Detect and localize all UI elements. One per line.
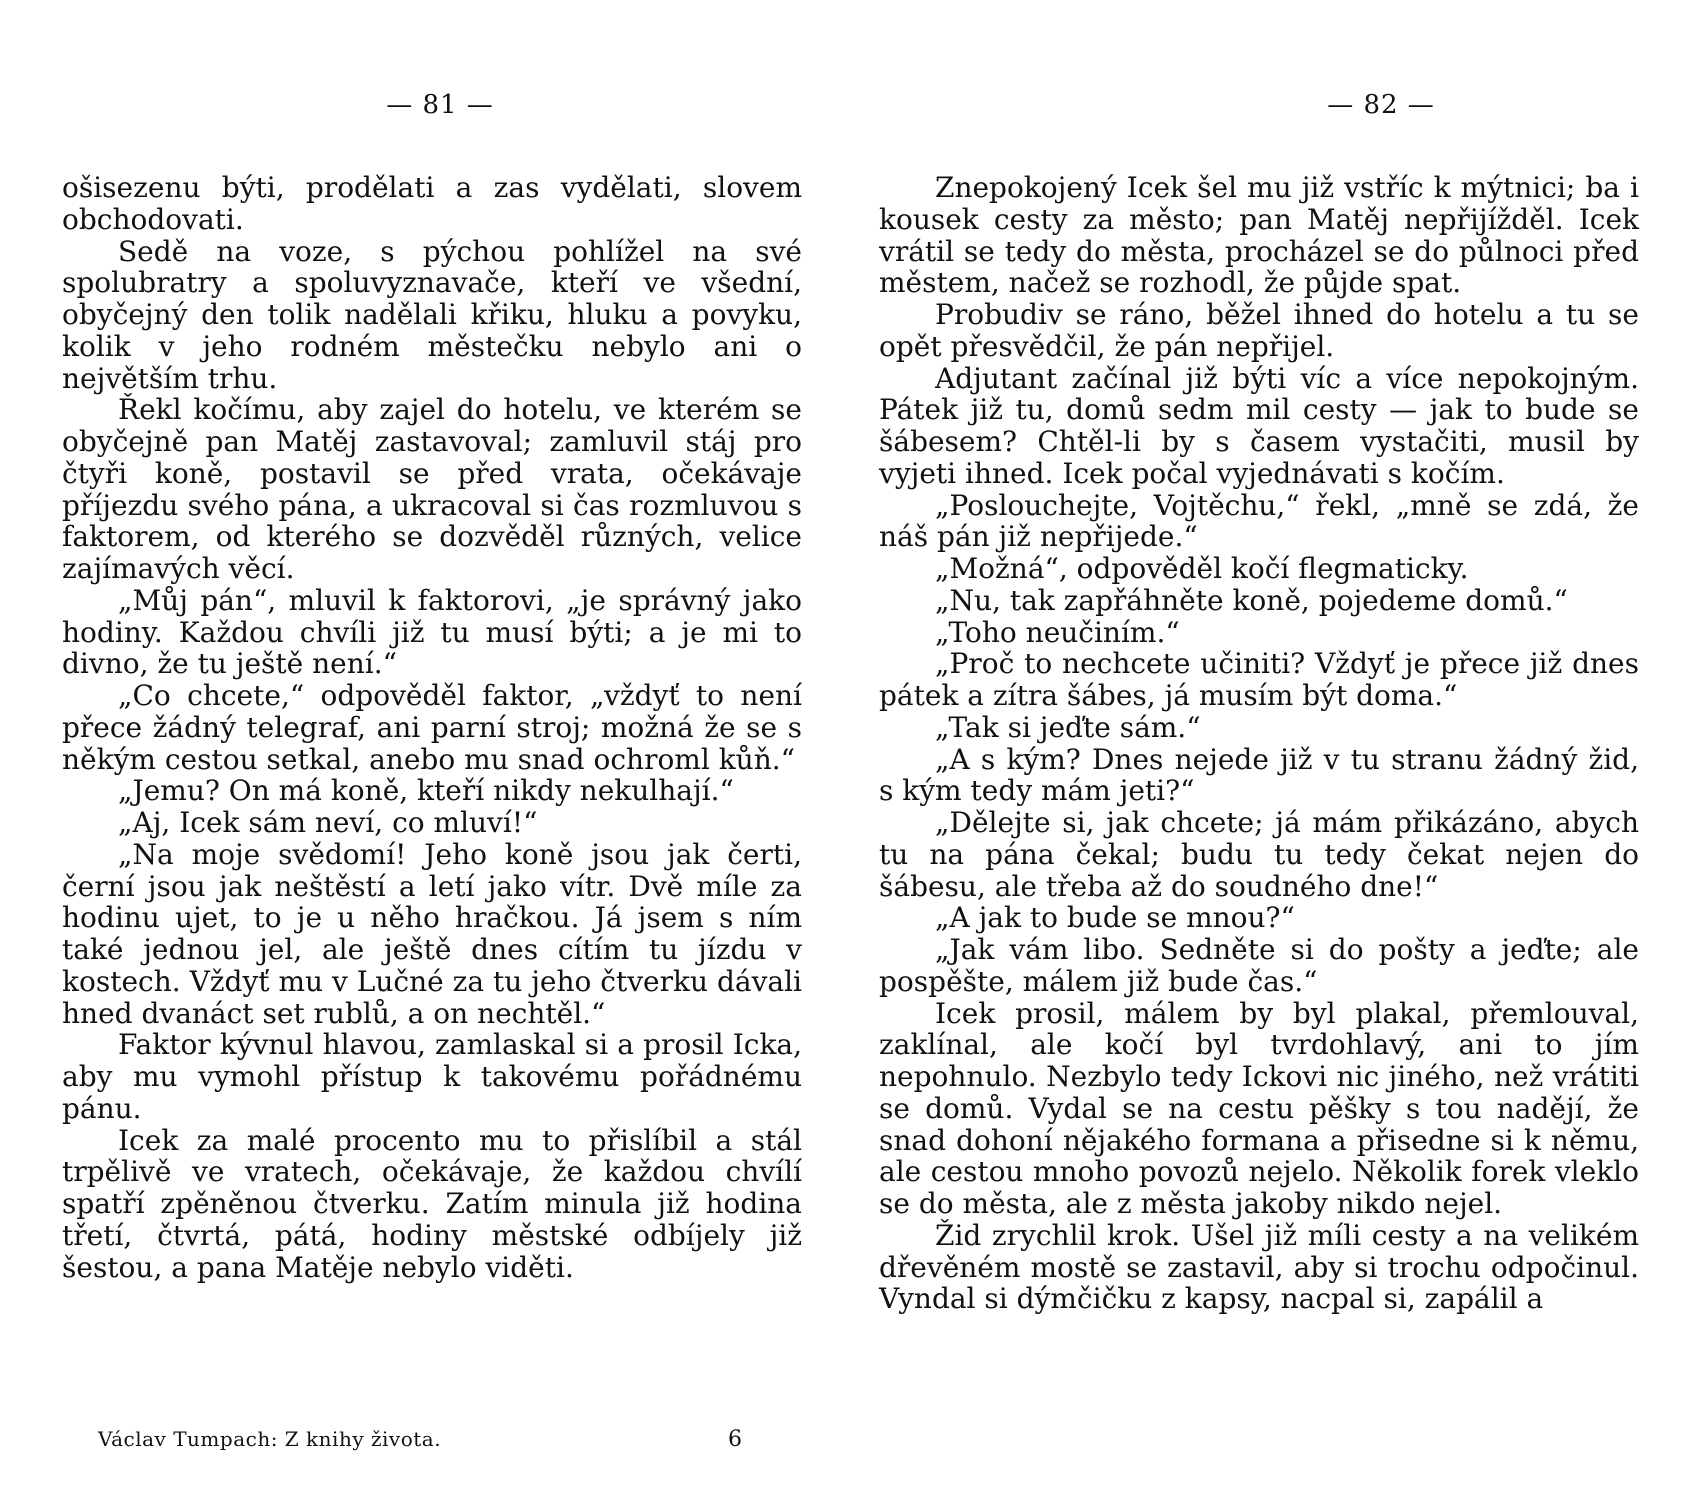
right-page bbox=[849, 0, 1698, 1500]
page-number: — 81 — bbox=[386, 90, 494, 120]
paragraph: „Možná“, odpověděl kočí flegmaticky. bbox=[935, 552, 1469, 585]
paragraph: „Proč to nechcete učiniti? Vždyť je přece již dnes pátek a zítra šábes, já musím být doma.“ bbox=[879, 647, 1639, 712]
paragraph: „Nu, tak zapřáhněte koně, pojedeme domů.“ bbox=[935, 583, 1568, 617]
paragraph: „Tak si jeďte sám.“ bbox=[935, 710, 1201, 744]
paragraph: Icek za malé procento mu to přislíbil a stál trpělivě ve vratech, očekávaje, že každou chvílí spatří zpěněnou čtverku. Zatím minula již hodina třetí, čtvrtá, pátá, hodiny městské odbíjely již šestou, a pana Matěje nebylo viděti. bbox=[62, 1123, 802, 1284]
paragraph: Probudiv se ráno, běžel ihned do hotelu a tu se opět přesvědčil, že pán nepřijel. bbox=[879, 298, 1639, 363]
sheet-number: 6 bbox=[728, 1427, 743, 1452]
paragraph: „Poslouchejte, Vojtěchu,“ řekl, „mně se zdá, že náš pán již nepřijede.“ bbox=[879, 488, 1639, 554]
paragraph: „Toho neučiním.“ bbox=[935, 615, 1180, 649]
paragraph: „Na moje svědomí! Jeho koně jsou jak čerti, černí jsou jak neštěstí a letí jako vítr. Dvě míle za hodinu ujet, to je u něho hračkou. Já jsem s ním také jednou jel, ale ještě dnes cítím tu jízdu v kostech. Vždyť mu v Lučné za tu jeho čtverku dávali hned dvanáct set rublů, a on nechtěl.“ bbox=[62, 837, 802, 1030]
paragraph: „Jemu? On má koně, kteří nikdy nekulhají.“ bbox=[118, 774, 734, 808]
paragraph: Adjutant začínal již býti víc a více nepokojným. Pátek již tu, domů sedm mil cesty — jak to bude se šábesem? Chtěl-li by s časem vystačiti, musil by vyjeti ihned. Icek počal vyjednávati s kočím. bbox=[879, 361, 1639, 490]
paragraph: „Dělejte si, jak chcete; já mám přikázáno, abych tu na pána čekal; budu tu tedy čekat nejen do šábesu, ale třeba až do soudného dne!“ bbox=[879, 806, 1639, 903]
paragraph: „Můj pán“, mluvil k faktorovi, „je správný jako hodiny. Každou chvíli již tu musí býti; a je mi to divno, že tu ještě není.“ bbox=[62, 583, 802, 681]
paragraph: Žid zrychlil krok. Ušel již míli cesty a na velikém dřevěném mostě se zastavil, aby si trochu odpočinul. Vyndal si dýmčičku z kapsy, nacpal si, zapálil a bbox=[879, 1218, 1639, 1316]
page-text bbox=[62, 172, 802, 1283]
paragraph: ošisezenu býti, prodělati a zas vydělati, slovem obchodovati. bbox=[62, 171, 802, 236]
paragraph: Znepokojený Icek šel mu již vstříc k mýtnici; ba i kousek cesty za město; pan Matěj nepřijížděl. Icek vrátil se tedy do města, procházel se do půlnoci před městem, načež se rozhodl, že půjde spat. bbox=[879, 171, 1639, 300]
paragraph: „Co chcete,“ odpověděl faktor, „vždyť to není přece žádný telegraf, ani parní stroj; možná že se s někým cestou setkal, anebo mu snad ochroml kůň.“ bbox=[62, 679, 802, 776]
page-text bbox=[879, 172, 1639, 1315]
paragraph: Icek prosil, málem by byl plakal, přemlouval, zaklínal, ale kočí byl tvrdohlavý, ani to jím nepohnulo. Nezbylo tedy Ickovi nic jiného, než vrátiti se domů. Vydal se na cestu pěšky s tou nadějí, že snad dohoní nějakého formana a přisedne si k němu, ale cestou mnoho povozů nejelo. Několik forek vleklo se do města, ale z města jakoby nikdo nejel. bbox=[879, 996, 1639, 1220]
paragraph: Faktor kývnul hlavou, zamlaskal si a prosil Icka, aby mu vymohl přístup k takovému pořádnému pánu. bbox=[62, 1028, 802, 1125]
paragraph: „A jak to bude se mnou?“ bbox=[935, 901, 1295, 935]
paragraph: „Aj, Icek sám neví, co mluví!“ bbox=[118, 806, 538, 839]
paragraph: „Jak vám libo. Sedněte si do pošty a jeďte; ale pospěšte, málem již bude čas.“ bbox=[879, 933, 1639, 998]
paragraph: „A s kým? Dnes nejede již v tu stranu žádný žid, s kým tedy mám jeti?“ bbox=[879, 742, 1639, 808]
paragraph: Řekl kočímu, aby zajel do hotelu, ve kterém se obyčejně pan Matěj zastavoval; zamluvil stáj pro čtyři koně, postavil se před vrata, očekávaje příjezdu svého pána, a ukracoval si čas rozmluvou s faktorem, od kterého se dozvěděl různých, velice zajímavých věcí. bbox=[62, 393, 802, 585]
paragraph: Sedě na voze, s pýchou pohlížel na své spolubratry a spoluvyznavače, kteří ve všední, obyčejný den tolik nadělali křiku, hluku a povyku, kolik v jeho rodném městečku nebylo ani o největším trhu. bbox=[62, 234, 802, 395]
page-number: — 82 — bbox=[1327, 90, 1435, 120]
footer-note: Václav Tumpach: Z knihy života. bbox=[98, 1427, 442, 1451]
